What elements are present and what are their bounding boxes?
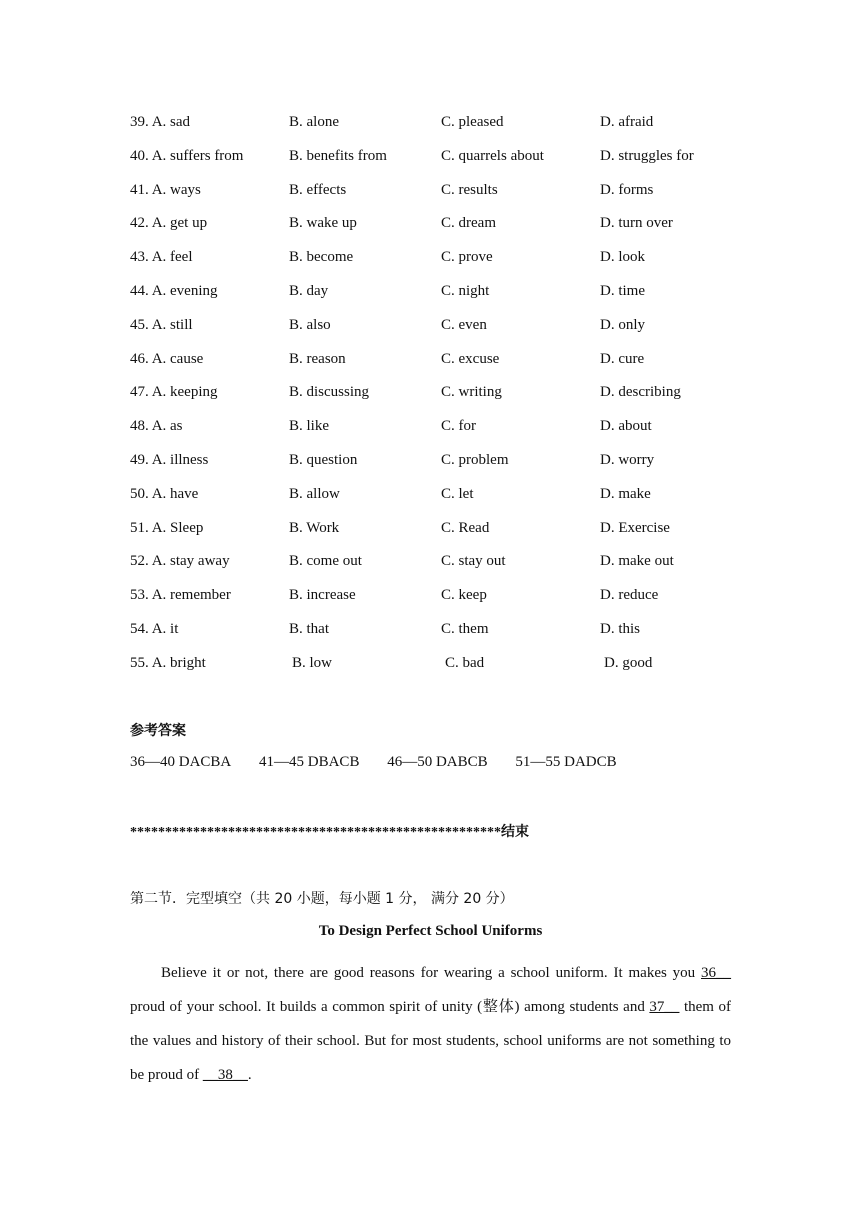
- option-c-text: C. night: [441, 282, 490, 299]
- option-a-text: A. Sleep: [151, 519, 204, 536]
- option-b: [289, 382, 369, 402]
- option-c: [441, 450, 509, 470]
- option-b: [289, 146, 387, 166]
- option-d: [600, 112, 653, 132]
- option-a-text: A. suffers from: [151, 147, 244, 164]
- option-d: [600, 416, 652, 436]
- option-c: [441, 585, 487, 605]
- option-b: [289, 518, 339, 538]
- option-b: [289, 619, 329, 639]
- answer-group: 41—45 DBACB: [259, 754, 360, 770]
- option-a-text: A. feel: [151, 249, 193, 266]
- question-row: [130, 281, 750, 315]
- option-b: [289, 551, 362, 571]
- option-a-text: A. still: [151, 316, 193, 333]
- passage-text: proud of your school. It builds a common spirit of unity (整体) among students and: [130, 999, 650, 1015]
- option-a-text: A. sad: [151, 114, 191, 130]
- option-c: [441, 518, 489, 538]
- option-b-text: B. that: [289, 620, 329, 637]
- option-d: [600, 382, 681, 402]
- question-row: [130, 349, 750, 383]
- question-number: 48.: [130, 418, 149, 435]
- option-b-text: B. alone: [289, 114, 339, 130]
- option-a-text: A. cause: [151, 350, 204, 367]
- option-a-text: A. illness: [151, 451, 209, 468]
- option-c-text: C. excuse: [441, 350, 500, 367]
- option-c-text: C. prove: [441, 249, 493, 266]
- option-c: [441, 146, 544, 166]
- option-b-text: B. low: [292, 654, 333, 671]
- option-b-text: B. like: [289, 418, 329, 435]
- option-d-text: D. describing: [600, 384, 681, 401]
- option-c-text: C. writing: [441, 384, 502, 401]
- option-d-text: D. turn over: [600, 215, 673, 232]
- option-c: [441, 180, 498, 200]
- option-d: [600, 146, 694, 166]
- option-b-text: B. effects: [289, 181, 347, 198]
- option-b-text: B. become: [289, 249, 354, 266]
- option-d-text: D. look: [600, 249, 645, 266]
- question-number: 51.: [130, 519, 149, 536]
- answer-group: 36—40 DACBA: [130, 754, 232, 770]
- option-b: [292, 653, 332, 673]
- option-c: [441, 416, 476, 436]
- option-b: [289, 213, 357, 233]
- option-d: [600, 281, 645, 301]
- option-d-text: D. good: [604, 654, 653, 671]
- question-number: 43.: [130, 249, 149, 266]
- option-c-text: C. stay out: [441, 553, 506, 570]
- option-a: [130, 619, 178, 639]
- question-row: [130, 180, 750, 214]
- option-b: [289, 585, 356, 605]
- question-row: [130, 518, 750, 552]
- answer-key-heading: 参考答案: [130, 723, 186, 739]
- option-a: [130, 213, 207, 233]
- option-d-text: D. time: [600, 282, 645, 299]
- option-d: [600, 315, 645, 335]
- option-d-text: D. worry: [600, 451, 655, 468]
- question-number: 45.: [130, 316, 149, 333]
- question-row: [130, 585, 750, 619]
- question-row: [130, 213, 750, 247]
- option-c: [441, 315, 487, 335]
- option-a: [130, 315, 193, 335]
- option-d: [600, 484, 651, 504]
- option-d-text: D. afraid: [600, 114, 654, 130]
- answer-key-line: [130, 754, 641, 771]
- option-c: [441, 112, 503, 132]
- option-a: [130, 247, 193, 267]
- question-number: 49.: [130, 451, 149, 468]
- option-a-text: A. have: [151, 485, 199, 502]
- divider-end-label: 结束: [501, 824, 529, 840]
- option-d: [600, 349, 644, 369]
- option-a-text: A. as: [151, 418, 183, 435]
- question-row: [130, 382, 750, 416]
- option-b: [289, 416, 329, 436]
- option-c-text: C. for: [441, 418, 476, 435]
- question-number: 44.: [130, 282, 149, 299]
- question-number: 39.: [130, 114, 149, 130]
- option-d: [600, 551, 674, 571]
- question-row: [130, 112, 750, 146]
- question-number: 53.: [130, 587, 149, 604]
- question-number: 54.: [130, 620, 149, 637]
- option-c-text: C. them: [441, 620, 489, 637]
- option-a: [130, 112, 190, 132]
- option-a: [130, 382, 218, 402]
- option-a-text: A. bright: [151, 654, 206, 671]
- question-row: [130, 551, 750, 585]
- passage-text: them of the values and history of their school. But for most students, school uniforms are not something to be proud of: [130, 999, 731, 1083]
- question-number: 55.: [130, 654, 149, 671]
- options-list: [130, 112, 750, 687]
- divider-stars: *****************************************************: [130, 825, 501, 840]
- option-a-text: A. get up: [151, 215, 208, 232]
- option-b-text: B. reason: [289, 350, 346, 367]
- option-b-text: B. Work: [289, 519, 340, 536]
- option-a: [130, 484, 198, 504]
- option-d: [600, 213, 673, 233]
- option-d: [600, 180, 653, 200]
- option-c: [441, 382, 502, 402]
- passage-text: Believe it or not, there are good reasons for wearing a school uniform. It makes you: [161, 965, 701, 981]
- question-number: 41.: [130, 181, 149, 198]
- option-c: [441, 281, 489, 301]
- question-row: [130, 416, 750, 450]
- question-row: [130, 315, 750, 349]
- option-d: [600, 518, 670, 538]
- answer-group: 51—55 DADCB: [515, 754, 617, 770]
- option-a: [130, 281, 218, 301]
- option-a: [130, 416, 183, 436]
- option-d-text: D. about: [600, 418, 652, 435]
- option-c: [441, 349, 499, 369]
- question-number: 47.: [130, 384, 149, 401]
- option-c-text: C. quarrels about: [441, 147, 544, 164]
- option-a: [130, 180, 201, 200]
- question-number: 52.: [130, 553, 149, 570]
- option-b: [289, 281, 328, 301]
- option-b: [289, 112, 339, 132]
- option-b-text: B. come out: [289, 553, 362, 570]
- option-d: [600, 585, 658, 605]
- option-c: [441, 213, 496, 233]
- option-b-text: B. also: [289, 316, 331, 333]
- option-b-text: B. question: [289, 451, 358, 468]
- section-heading: 第二节．完型填空（共 20 小题，每小题 1 分， 满分 20 分）: [130, 891, 514, 907]
- passage-title: To Design Perfect School Uniforms: [318, 923, 543, 939]
- option-d-text: D. struggles for: [600, 147, 694, 164]
- option-d-text: D. forms: [600, 181, 654, 198]
- question-row: [130, 146, 750, 180]
- option-b: [289, 450, 357, 470]
- option-c-text: C. pleased: [441, 114, 504, 130]
- blank-36: 36__: [701, 965, 731, 981]
- question-number: 46.: [130, 350, 149, 367]
- option-a-text: A. evening: [151, 282, 218, 299]
- option-d-text: D. make: [600, 485, 651, 502]
- option-d-text: D. reduce: [600, 587, 659, 604]
- question-row: [130, 619, 750, 653]
- option-d-text: D. only: [600, 316, 645, 333]
- question-row: [130, 450, 750, 484]
- answer-group: 46—50 DABCB: [387, 754, 488, 770]
- option-d: [600, 619, 640, 639]
- question-number: 42.: [130, 215, 149, 232]
- option-a-text: A. stay away: [151, 553, 230, 570]
- option-b: [289, 315, 331, 335]
- question-row: [130, 247, 750, 281]
- question-number: 40.: [130, 147, 149, 164]
- option-a: [130, 585, 231, 605]
- option-a: [130, 551, 230, 571]
- option-d: [600, 247, 645, 267]
- option-d: [604, 653, 652, 673]
- option-a-text: A. ways: [151, 181, 201, 198]
- question-number: 50.: [130, 485, 149, 502]
- option-a: [130, 146, 243, 166]
- option-b-text: B. wake up: [289, 215, 357, 232]
- option-c-text: C. let: [441, 485, 474, 502]
- option-c-text: C. dream: [441, 215, 496, 232]
- question-row: [130, 653, 750, 687]
- option-b: [289, 247, 353, 267]
- option-c: [441, 619, 489, 639]
- option-c: [441, 484, 474, 504]
- option-a: [130, 653, 206, 673]
- option-d: [600, 450, 654, 470]
- option-c: [445, 653, 484, 673]
- option-b: [289, 349, 346, 369]
- option-a-text: A. it: [151, 620, 179, 637]
- option-c-text: C. keep: [441, 587, 487, 604]
- option-d-text: D. this: [600, 620, 641, 637]
- option-c-text: C. bad: [445, 654, 485, 671]
- option-b: [289, 180, 346, 200]
- option-c-text: C. results: [441, 181, 498, 198]
- passage-text: .: [247, 1067, 252, 1083]
- option-c-text: C. Read: [441, 519, 490, 536]
- divider-line: [130, 821, 529, 841]
- passage-paragraph: [130, 956, 731, 1092]
- option-a: [130, 349, 203, 369]
- blank-38: __38__: [202, 1067, 248, 1083]
- option-d-text: D. Exercise: [600, 519, 670, 536]
- option-b: [289, 484, 340, 504]
- option-a-text: A. remember: [151, 587, 231, 604]
- blank-37: 37__: [649, 999, 680, 1015]
- option-c-text: C. problem: [441, 451, 509, 468]
- option-c-text: C. even: [441, 316, 487, 333]
- option-c: [441, 551, 506, 571]
- option-c: [441, 247, 493, 267]
- option-b-text: B. discussing: [289, 384, 370, 401]
- option-b-text: B. increase: [289, 587, 356, 604]
- question-row: [130, 484, 750, 518]
- option-d-text: D. cure: [600, 350, 645, 367]
- option-d-text: D. make out: [600, 553, 674, 570]
- option-a: [130, 450, 208, 470]
- option-a-text: A. keeping: [151, 384, 218, 401]
- option-a: [130, 518, 203, 538]
- option-b-text: B. day: [289, 282, 329, 299]
- option-b-text: B. allow: [289, 485, 340, 502]
- option-b-text: B. benefits from: [289, 147, 387, 164]
